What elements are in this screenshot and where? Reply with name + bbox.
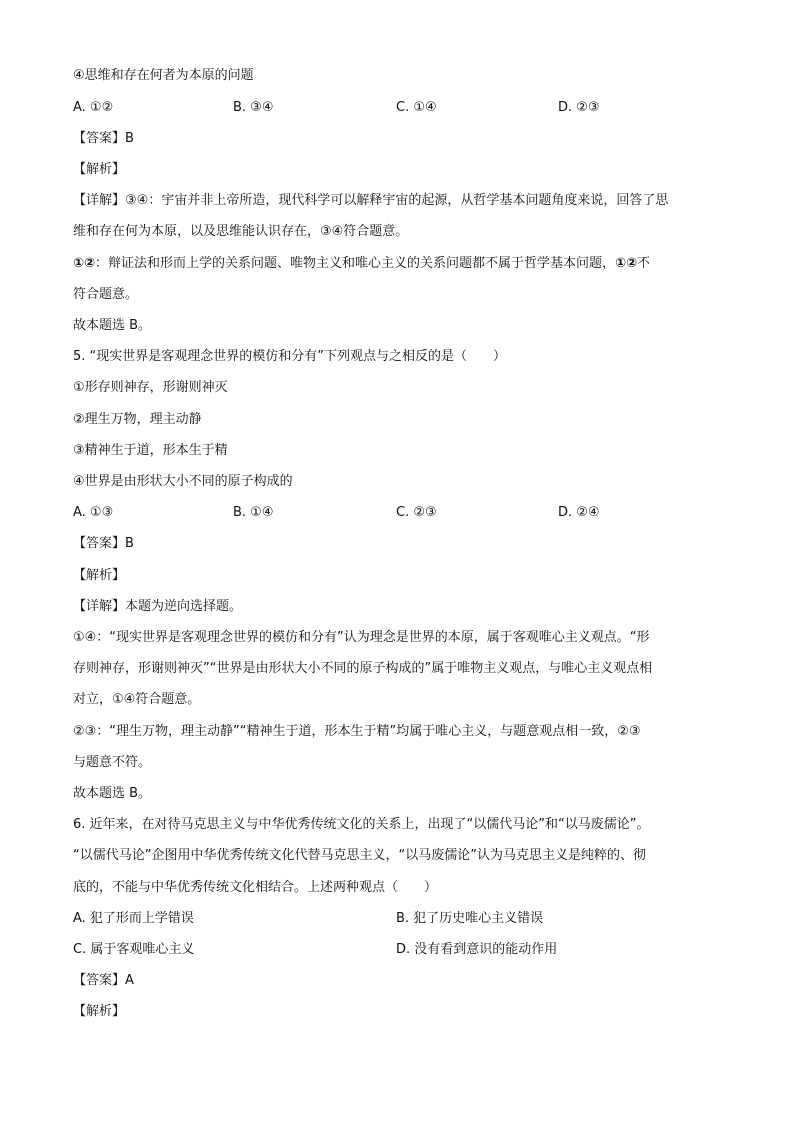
answer-value: B — [125, 131, 134, 146]
answer-value: B — [125, 536, 134, 551]
q5-item-3: ③精神生于道，形本生于精 — [73, 443, 228, 458]
q6-stem-line-1: 6. 近年来，在对待马克思主义与中华优秀传统文化的关系上，出现了“以儒代马论”和“以马废儒论”。 — [73, 817, 650, 832]
q6-analysis-tag: 【解析】 — [73, 1004, 126, 1019]
q4-para2-line-1 — [73, 255, 650, 273]
q5-para2-line-2: 与题意不符。 — [73, 755, 152, 770]
q5-analysis-tag: 【解析】 — [73, 568, 126, 583]
q6-option-d: D. 没有看到意识的能动作用 — [396, 942, 558, 957]
q5-item-4: ④世界是由形状大小不同的原子构成的 — [73, 474, 293, 489]
bold-numbers-2: ①② — [615, 256, 638, 271]
q6-option-c: C. 属于客观唯心主义 — [73, 942, 195, 957]
q5-item-2: ②理生万物，理主动静 — [73, 412, 202, 427]
q4-option-c: C. ①④ — [396, 100, 437, 115]
q5-para1-line-1: ①④：“现实世界是客观理念世界的模仿和分有”认为理念是世界的本原，属于客观唯心主义观点。“形 — [73, 630, 650, 645]
q5-para2-line-1: ②③：“理生万物，理主动静”“精神生于道，形本生于精”均属于唯心主义，与题意观点相一致，②③ — [73, 724, 641, 739]
q4-detail-line-1 — [73, 192, 668, 210]
detail-text: 本题为逆向选择题。 — [125, 599, 243, 614]
bold-numbers: ①② — [73, 256, 96, 271]
para-text: ：辩证法和形而上学的关系问题、唯物主义和唯心主义的关系问题都不属于哲学基本问题， — [95, 256, 616, 271]
q5-option-b: B. ①④ — [233, 505, 274, 520]
q6-option-a: A. 犯了形而上学错误 — [73, 911, 194, 926]
q6-stem-line-2: “以儒代马论”企图用中华优秀传统文化代替马克思主义，“以马废儒论”认为马克思主义是纯粹的、彻 — [73, 848, 646, 863]
detail-tag: 【详解】 — [73, 193, 126, 208]
q4-para2-line-2: 符合题意。 — [73, 287, 139, 302]
q5-answer — [73, 535, 134, 553]
q4-answer — [73, 130, 134, 148]
answer-tag: 【答案】 — [73, 973, 126, 988]
detail-tag: 【详解】 — [73, 599, 126, 614]
q6-stem-line-3: 底的，不能与中华优秀传统文化相结合。上述两种观点（ ） — [73, 880, 438, 895]
q4-conclusion: 故本题选 B。 — [73, 318, 152, 333]
q4-analysis-tag: 【解析】 — [73, 162, 126, 177]
answer-value: A — [125, 973, 134, 988]
detail-text: ③④：宇宙并非上帝所造，现代科学可以解释宇宙的起源，从哲学基本问题角度来说，回答了思 — [125, 193, 669, 208]
answer-tag: 【答案】 — [73, 536, 126, 551]
q5-option-a: A. ①③ — [73, 505, 114, 520]
q5-stem: 5. “现实世界是客观理念世界的模仿和分有”下列观点与之相反的是（ ） — [73, 349, 507, 364]
q4-option-a: A. ①② — [73, 100, 114, 115]
para-text-end: 不 — [637, 256, 651, 271]
q5-para1-line-2: 存则神存，形谢则神灭”“世界是由形状大小不同的原子构成的”属于唯物主义观点，与唯心主义观点相 — [73, 661, 653, 676]
q5-para1-line-3: 对立，①④符合题意。 — [73, 692, 201, 707]
q5-item-1: ①形存则神存，形谢则神灭 — [73, 380, 228, 395]
q6-option-b: B. 犯了历史唯心主义错误 — [396, 911, 544, 926]
q5-conclusion: 故本题选 B。 — [73, 786, 152, 801]
q5-detail — [73, 598, 242, 616]
q4-option-b: B. ③④ — [233, 100, 274, 115]
q4-item-4: ④思维和存在何者为本原的问题 — [73, 68, 254, 83]
q6-answer — [73, 972, 134, 990]
answer-tag: 【答案】 — [73, 131, 126, 146]
q4-detail-line-2: 维和存在何为本原，以及思维能认识存在，③④符合题意。 — [73, 224, 409, 239]
q5-option-d: D. ②④ — [558, 505, 600, 520]
q4-option-d: D. ②③ — [558, 100, 600, 115]
q5-option-c: C. ②③ — [396, 505, 437, 520]
